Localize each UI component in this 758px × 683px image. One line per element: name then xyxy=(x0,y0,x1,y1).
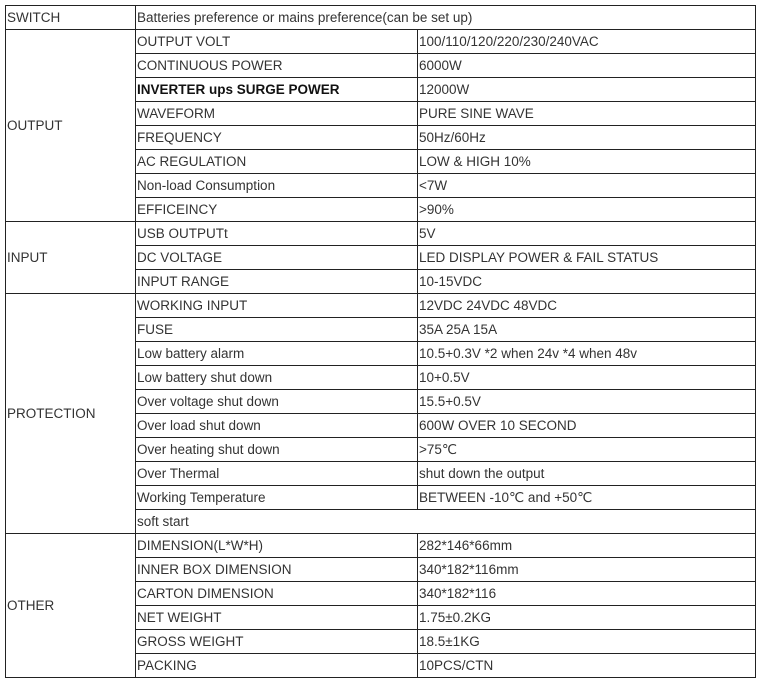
section-label-output: OUTPUT xyxy=(6,30,136,222)
section-label-protection: PROTECTION xyxy=(6,294,136,534)
value-cell: 10PCS/CTN xyxy=(418,654,756,678)
param-cell: Over voltage shut down xyxy=(136,390,418,414)
param-cell: WORKING INPUT xyxy=(136,294,418,318)
table-row xyxy=(6,6,756,30)
value-cell: LOW & HIGH 10% xyxy=(418,150,756,174)
spec-table xyxy=(5,5,756,678)
value-cell: 10+0.5V xyxy=(418,366,756,390)
param-cell: NET WEIGHT xyxy=(136,606,418,630)
value-cell: 12000W xyxy=(418,78,756,102)
value-cell: 18.5±1KG xyxy=(418,630,756,654)
param-cell: INVERTER ups SURGE POWER xyxy=(136,78,418,102)
table-row xyxy=(6,534,756,558)
value-cell: 35A 25A 15A xyxy=(418,318,756,342)
table-row xyxy=(6,294,756,318)
param-cell: Over Thermal xyxy=(136,462,418,486)
param-cell: CARTON DIMENSION xyxy=(136,582,418,606)
value-cell: LED DISPLAY POWER & FAIL STATUS xyxy=(418,246,756,270)
param-cell: Non-load Consumption xyxy=(136,174,418,198)
param-cell: CONTINUOUS POWER xyxy=(136,54,418,78)
value-cell: 10.5+0.3V *2 when 24v *4 when 48v xyxy=(418,342,756,366)
param-cell: Over heating shut down xyxy=(136,438,418,462)
table-row xyxy=(6,30,756,54)
value-cell: 340*182*116mm xyxy=(418,558,756,582)
section-label-input: INPUT xyxy=(6,222,136,294)
value-cell: 340*182*116 xyxy=(418,582,756,606)
value-cell: 10-15VDC xyxy=(418,270,756,294)
value-cell: shut down the output xyxy=(418,462,756,486)
value-cell: <7W xyxy=(418,174,756,198)
switch-value: Batteries preference or mains preference(can be set up) xyxy=(136,6,756,30)
soft-start-cell: soft start xyxy=(136,510,756,534)
value-cell: >75℃ xyxy=(418,438,756,462)
value-cell: 6000W xyxy=(418,54,756,78)
value-cell: 12VDC 24VDC 48VDC xyxy=(418,294,756,318)
value-cell: 1.75±0.2KG xyxy=(418,606,756,630)
param-cell: Working Temperature xyxy=(136,486,418,510)
param-cell: INPUT RANGE xyxy=(136,270,418,294)
param-cell: OUTPUT VOLT xyxy=(136,30,418,54)
param-cell: Over load shut down xyxy=(136,414,418,438)
param-cell: Low battery shut down xyxy=(136,366,418,390)
value-cell: 50Hz/60Hz xyxy=(418,126,756,150)
param-cell: Low battery alarm xyxy=(136,342,418,366)
value-cell: 15.5+0.5V xyxy=(418,390,756,414)
param-cell: PACKING xyxy=(136,654,418,678)
value-cell: BETWEEN -10℃ and +50℃ xyxy=(418,486,756,510)
section-label-other: OTHER xyxy=(6,534,136,678)
section-label-switch: SWITCH xyxy=(6,6,136,30)
table-row xyxy=(6,222,756,246)
value-cell: 282*146*66mm xyxy=(418,534,756,558)
value-cell: 600W OVER 10 SECOND xyxy=(418,414,756,438)
param-cell: USB OUTPUTt xyxy=(136,222,418,246)
param-cell: FREQUENCY xyxy=(136,126,418,150)
param-cell: EFFICEINCY xyxy=(136,198,418,222)
param-cell: INNER BOX DIMENSION xyxy=(136,558,418,582)
param-cell: DC VOLTAGE xyxy=(136,246,418,270)
value-cell: >90% xyxy=(418,198,756,222)
value-cell: 5V xyxy=(418,222,756,246)
param-cell: DIMENSION(L*W*H) xyxy=(136,534,418,558)
param-cell: AC REGULATION xyxy=(136,150,418,174)
param-cell: WAVEFORM xyxy=(136,102,418,126)
value-cell: 100/110/120/220/230/240VAC xyxy=(418,30,756,54)
param-cell: GROSS WEIGHT xyxy=(136,630,418,654)
value-cell: PURE SINE WAVE xyxy=(418,102,756,126)
param-cell: FUSE xyxy=(136,318,418,342)
